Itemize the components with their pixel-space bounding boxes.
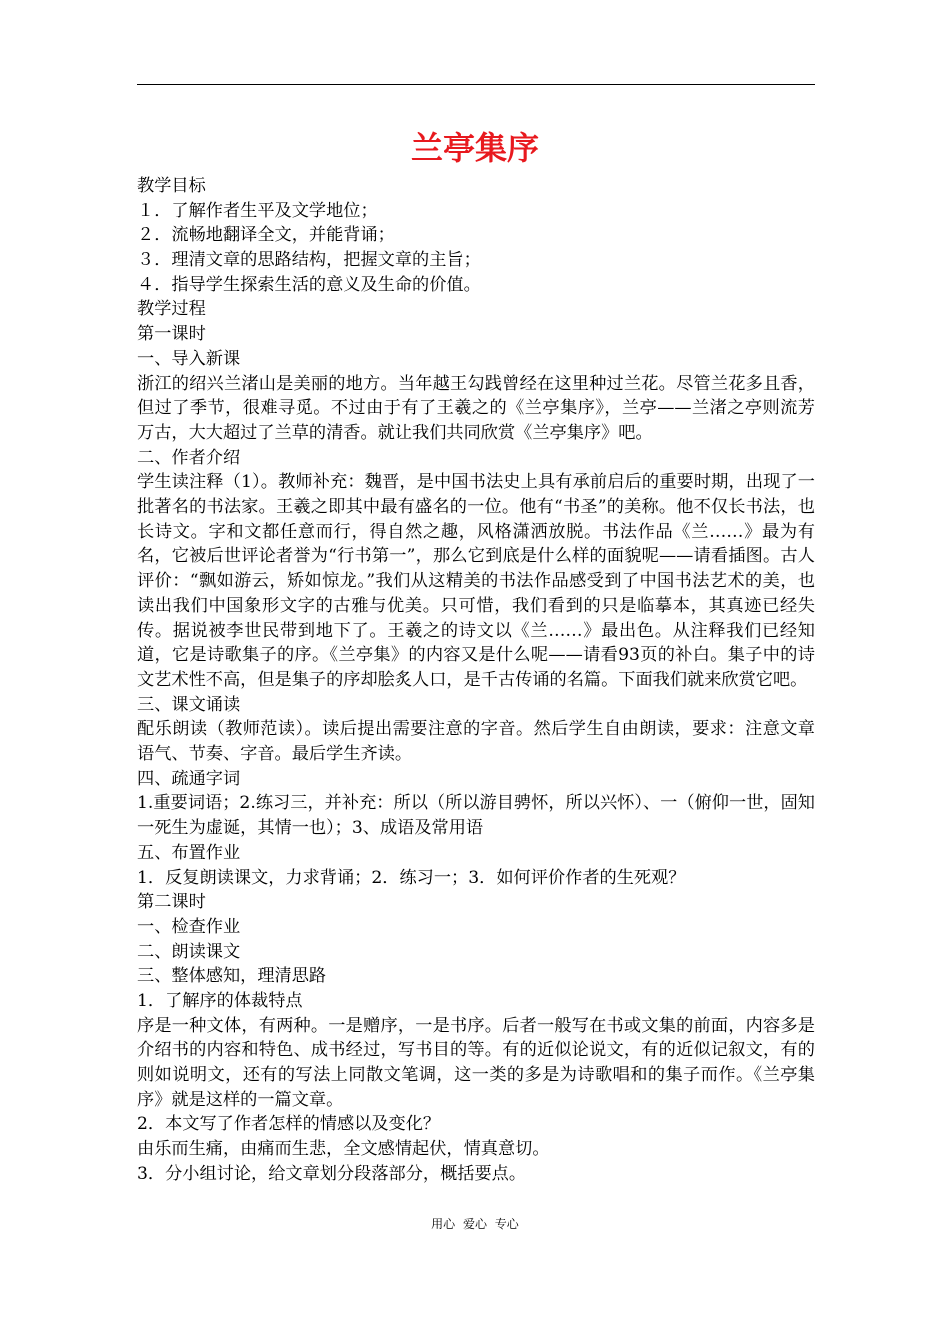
goal-item: ４．指导学生探索生活的意义及生命的价值。	[137, 274, 481, 295]
paragraph: 由乐而生痛，由痛而生悲，全文感情起伏，情真意切。	[137, 1139, 550, 1160]
subsection-heading: 四、疏通字词	[137, 768, 241, 789]
lesson-heading: 第一课时	[137, 324, 206, 345]
subsection-heading: 一、导入新课	[137, 348, 241, 369]
paragraph: 1．反复朗读课文，力求背诵；2．练习一；3．如何评价作者的生死观？	[137, 867, 686, 888]
page-footer: 用心 爱心 专心	[431, 1217, 519, 1231]
paragraph: 序是一种文体，有两种。一是赠序，一是书序。后者一般写在书或文集的前面，内容多是介绍书的内容和特色、成书经过，写书目的等。有的近似论说文，有的近似记叙文，有的则如说明文，还有的写法上同散文笔调，这一类的多是为诗歌唱和的集子而作。《兰亭集序》就是这样的一篇文章。	[137, 1015, 815, 1110]
paragraph: 浙江的绍兴兰渚山是美丽的地方。当年越王勾践曾经在这里种过兰花。尽管兰花多且香，但过了季节，很难寻觅。不过由于有了王羲之的《兰亭集序》，兰亭——兰渚之亭则流芳万古，大大超过了兰草的清香。就让我们共同欣赏《兰亭集序》吧。	[137, 373, 815, 443]
header-rule	[137, 84, 815, 85]
goal-item: ３．理清文章的思路结构，把握文章的主旨；	[137, 250, 481, 271]
subsection-heading: 五、布置作业	[137, 842, 241, 863]
goal-item: ２．流畅地翻译全文，并能背诵；	[137, 225, 395, 246]
document-body	[137, 174, 815, 1187]
question-item: 1．了解序的体裁特点	[137, 990, 303, 1011]
goal-item: １．了解作者生平及文学地位；	[137, 200, 378, 221]
question-item: 2．本文写了作者怎样的情感以及变化？	[137, 1114, 441, 1135]
subsection-heading: 二、作者介绍	[137, 447, 241, 468]
section-heading-process: 教学过程	[137, 299, 206, 320]
section-heading-goals: 教学目标	[137, 176, 206, 196]
lesson-heading: 第二课时	[137, 892, 206, 913]
page-title: 兰亭集序	[410, 129, 539, 167]
subsection-heading: 三、整体感知，理清思路	[137, 966, 327, 987]
subsection-heading: 三、课文诵读	[137, 694, 241, 715]
question-item: 3．分小组讨论，给文章划分段落部分，概括要点。	[137, 1163, 527, 1184]
subsection-heading: 二、朗读课文	[137, 941, 241, 962]
paragraph: 1.重要词语；2.练习三，并补充：所以（所以游目骋怀，所以兴怀）、一（俯仰一世，固知一死生为虚诞，其情一也）；3、成语及常用语	[137, 793, 815, 839]
paragraph: 配乐朗读（教师范读）。读后提出需要注意的字音。然后学生自由朗读，要求：注意文章语气、节奏、字音。最后学生齐读。	[137, 719, 815, 765]
subsection-heading: 一、检查作业	[137, 916, 241, 937]
paragraph: 学生读注释（1）。教师补充：魏晋，是中国书法史上具有承前启后的重要时期，出现了一批著名的书法家。王羲之即其中最有盛名的一位。他有“书圣”的美称。他不仅长书法，也长诗文。字和文都任意而行，得自然之趣，风格潇洒放脱。书法作品《兰……》最为有名，它被后世评论者誉为“行书第一”，那么它到底是什么样的面貌呢——请看插图。古人评价：“飘如游云，矫如惊龙。”我们从这精美的书法作品感受到了中国书法艺术的美，也读出我们中国象形文字的古雅与优美。只可惜，我们看到的只是临摹本，其真迹已经失传。据说被李世民带到地下了。王羲之的诗文以《兰……》最出色。从注释我们已经知道，它是诗歌集子的序。《兰亭集》的内容又是什么呢——请看93页的补白。集子中的诗文艺术性不高，但是集子的序却脍炙人口，是千古传诵的名篇。下面我们就来欣赏它吧。	[137, 472, 815, 690]
